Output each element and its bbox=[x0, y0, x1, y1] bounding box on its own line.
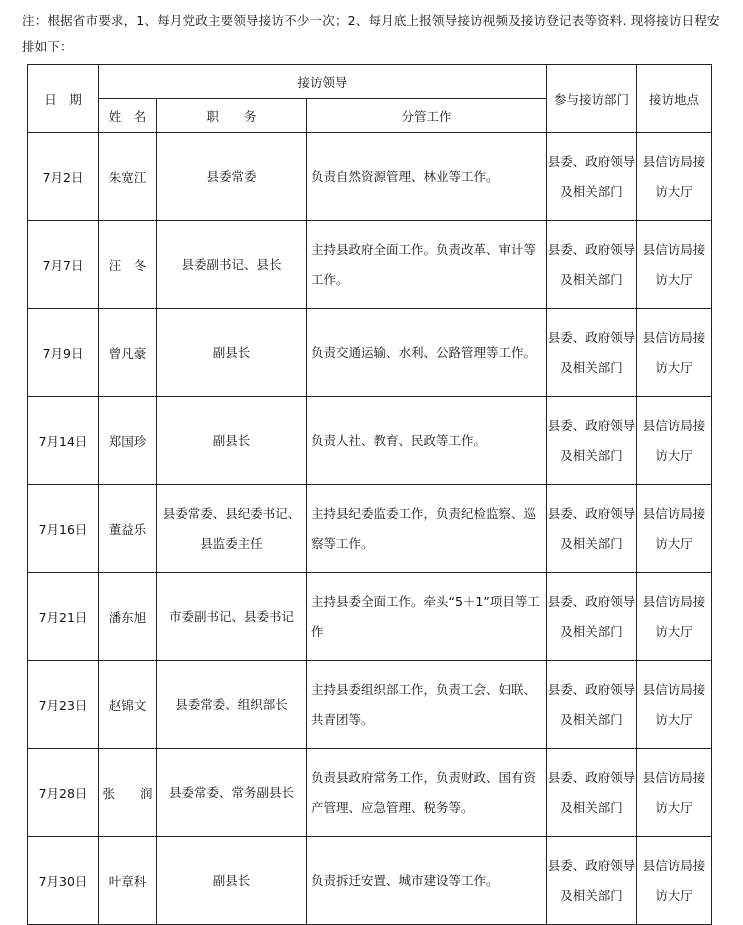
header-leaders-group: 接访领导 bbox=[99, 65, 547, 99]
cell-name: 潘东旭 bbox=[99, 573, 157, 661]
cell-dept: 县委、政府领导及相关部门 bbox=[547, 309, 637, 397]
cell-name: 郑国珍 bbox=[99, 397, 157, 485]
header-row-1 bbox=[28, 65, 712, 99]
cell-date: 7月30日 bbox=[28, 837, 99, 925]
header-dept: 参与接访部门 bbox=[547, 65, 637, 133]
table-row bbox=[28, 397, 712, 485]
table-row bbox=[28, 573, 712, 661]
cell-position: 县委常委、组织部长 bbox=[157, 661, 307, 749]
schedule-table bbox=[27, 64, 712, 925]
cell-location: 县信访局接访大厅 bbox=[637, 661, 712, 749]
cell-date: 7月21日 bbox=[28, 573, 99, 661]
cell-dept: 县委、政府领导及相关部门 bbox=[547, 133, 637, 221]
header-position: 职 务 bbox=[157, 99, 307, 133]
cell-date: 7月14日 bbox=[28, 397, 99, 485]
cell-name: 叶章科 bbox=[99, 837, 157, 925]
cell-position: 副县长 bbox=[157, 309, 307, 397]
cell-duty: 负责交通运输、水利、公路管理等工作。 bbox=[307, 309, 547, 397]
cell-location: 县信访局接访大厅 bbox=[637, 837, 712, 925]
table-row bbox=[28, 309, 712, 397]
cell-location: 县信访局接访大厅 bbox=[637, 133, 712, 221]
cell-duty: 主持县政府全面工作。负责改革、审计等工作。 bbox=[307, 221, 547, 309]
cell-position: 副县长 bbox=[157, 397, 307, 485]
cell-dept: 县委、政府领导及相关部门 bbox=[547, 661, 637, 749]
cell-dept: 县委、政府领导及相关部门 bbox=[547, 397, 637, 485]
cell-location: 县信访局接访大厅 bbox=[637, 309, 712, 397]
cell-name: 董益乐 bbox=[99, 485, 157, 573]
cell-name: 曾凡豪 bbox=[99, 309, 157, 397]
cell-duty: 主持县委组织部工作，负责工会、妇联、共青团等。 bbox=[307, 661, 547, 749]
cell-dept: 县委、政府领导及相关部门 bbox=[547, 749, 637, 837]
table-row bbox=[28, 837, 712, 925]
cell-dept: 县委、政府领导及相关部门 bbox=[547, 837, 637, 925]
header-date: 日 期 bbox=[28, 65, 99, 133]
table-row bbox=[28, 485, 712, 573]
header-name: 姓 名 bbox=[99, 99, 157, 133]
cell-name: 赵锦文 bbox=[99, 661, 157, 749]
cell-date: 7月16日 bbox=[28, 485, 99, 573]
header-duty: 分管工作 bbox=[307, 99, 547, 133]
cell-duty: 负责人社、教育、民政等工作。 bbox=[307, 397, 547, 485]
cell-date: 7月9日 bbox=[28, 309, 99, 397]
cell-position: 副县长 bbox=[157, 837, 307, 925]
cell-duty: 主持县委全面工作。牵头“5＋1”项目等工作 bbox=[307, 573, 547, 661]
cell-name: 朱宽江 bbox=[99, 133, 157, 221]
cell-duty: 负责县政府常务工作，负责财政、国有资产管理、应急管理、税务等。 bbox=[307, 749, 547, 837]
cell-date: 7月7日 bbox=[28, 221, 99, 309]
cell-duty: 负责拆迁安置、城市建设等工作。 bbox=[307, 837, 547, 925]
cell-location: 县信访局接访大厅 bbox=[637, 397, 712, 485]
cell-name: 汪 冬 bbox=[99, 221, 157, 309]
cell-dept: 县委、政府领导及相关部门 bbox=[547, 485, 637, 573]
cell-position: 县委常委、县纪委书记、县监委主任 bbox=[157, 485, 307, 573]
cell-duty: 主持县纪委监委工作，负责纪检监察、巡察等工作。 bbox=[307, 485, 547, 573]
cell-location: 县信访局接访大厅 bbox=[637, 485, 712, 573]
cell-name: 张 润 bbox=[99, 749, 157, 837]
cell-duty: 负责自然资源管理、林业等工作。 bbox=[307, 133, 547, 221]
table-row bbox=[28, 133, 712, 221]
cell-position: 县委常委 bbox=[157, 133, 307, 221]
cell-dept: 县委、政府领导及相关部门 bbox=[547, 221, 637, 309]
cell-position: 县委副书记、县长 bbox=[157, 221, 307, 309]
cell-date: 7月23日 bbox=[28, 661, 99, 749]
header-location: 接访地点 bbox=[637, 65, 712, 133]
cell-dept: 县委、政府领导及相关部门 bbox=[547, 573, 637, 661]
table-row bbox=[28, 749, 712, 837]
cell-location: 县信访局接访大厅 bbox=[637, 221, 712, 309]
note-text: 注：根据省市要求，1、每月党政主要领导接访不少一次；2、每月底上报领导接访视频及接访登记表等资料. 现将接访日程安排如下： bbox=[22, 13, 720, 54]
cell-location: 县信访局接访大厅 bbox=[637, 573, 712, 661]
cell-date: 7月28日 bbox=[28, 749, 99, 837]
cell-position: 市委副书记、县委书记 bbox=[157, 573, 307, 661]
table-row bbox=[28, 661, 712, 749]
table-row bbox=[28, 221, 712, 309]
cell-position: 县委常委、常务副县长 bbox=[157, 749, 307, 837]
cell-location: 县信访局接访大厅 bbox=[637, 749, 712, 837]
cell-date: 7月2日 bbox=[28, 133, 99, 221]
